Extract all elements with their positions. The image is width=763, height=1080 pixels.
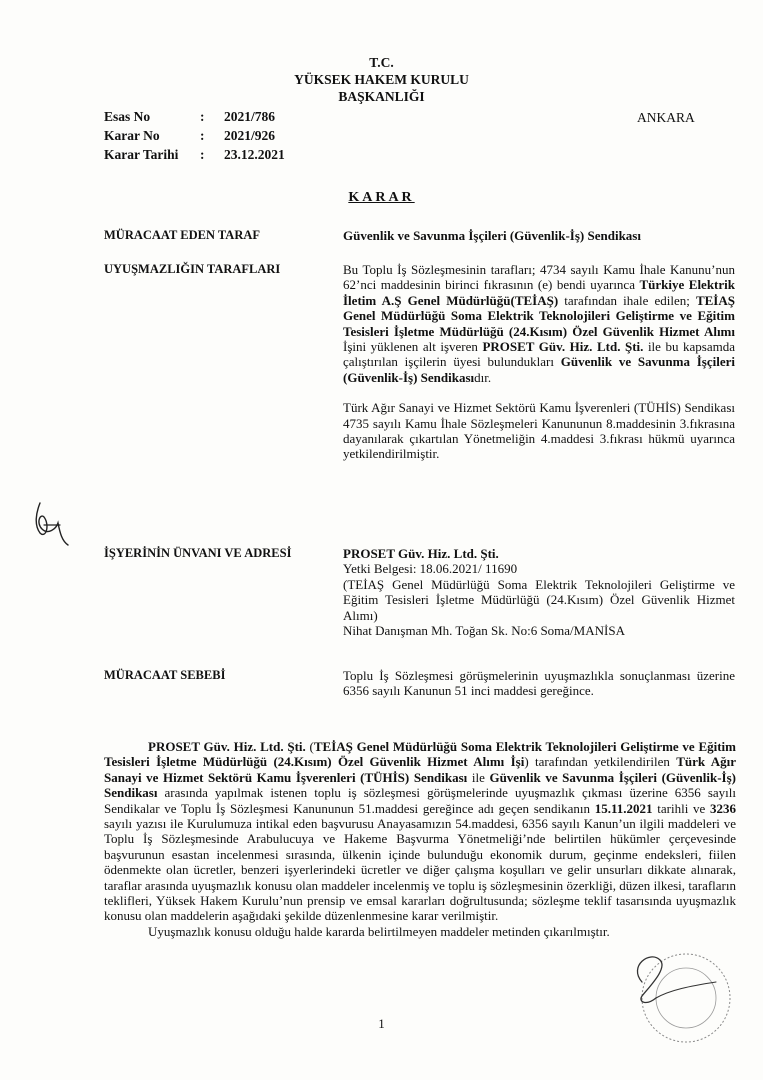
body-bold-3: Türk Ağır Sanayi ve Hizmet Sektörü Kamu İşverenleri (TÜHİS) Sendikası [104, 754, 736, 785]
body-bold-1: PROSET Güv. Hiz. Ltd. Şti. [148, 739, 306, 754]
body-text-3: ile [467, 769, 490, 785]
workplace-name: PROSET Güv. Hiz. Ltd. Şti. [343, 546, 499, 561]
parties-paragraph-2: Türk Ağır Sanayi ve Hizmet Sektörü Kamu İşverenleri (TÜHİS) Sendikası 4735 sayılı Kamu İhale Sözleşmeleri Kanununun 8.maddesinin 3.fıkrasına dayanılarak çıkartılan Yönetmeliğin 4.maddesi 3.fıkrası hükmü uyarınca yetkilendirilmiştir. [343, 400, 735, 462]
case-meta [104, 107, 285, 164]
applicant-value: Güvenlik ve Savunma İşçileri (Güvenlik-İş) Sendikası [343, 228, 641, 243]
tarih-colon: : [200, 147, 205, 162]
signature-mark [30, 495, 74, 555]
page-number: 1 [378, 1016, 385, 1031]
header-tc: T.C. [369, 55, 394, 70]
body-bold-2: TEİAŞ Genel Müdürlüğü Soma Elektrik Teknolojileri Geliştirme ve Eğitim Tesisleri İşletme Müdürlüğü (24.Kısım) Özel Güvenlik Hizmet Alımı İşi [104, 739, 736, 770]
decision-title: KARAR [348, 190, 415, 205]
city: ANKARA [637, 110, 695, 125]
header-presidency: BAŞKANLIĞI [338, 89, 425, 104]
parties-text-1: Bu Toplu İş Sözleşmesinin tarafları; 4734 sayılı Kamu İhale Kanunu’nun 62’nci maddesinin birinci fıkrasının (e) bendi uyarınca [343, 262, 735, 293]
parties-label: UYUŞMAZLIĞIN TARAFLARI [104, 262, 281, 276]
esas-colon: : [200, 109, 205, 124]
decision-body [104, 739, 736, 939]
body-text-4: arasında yapılmak istenen toplu iş sözleşmesi görüşmelerinde uyuşmazlık çıkması üzerine 6356 sayılı Sendikalar ve Toplu İş Sözleşmesi Kanununun 51.maddesi gereğince adı geçen sendikanın [104, 785, 736, 816]
tarih-value: 23.12.2021 [224, 147, 285, 162]
workplace-detail: (TEİAŞ Genel Müdürlüğü Soma Elektrik Teknolojileri Geliştirme ve Eğitim Tesisleri İşletme Müdürlüğü (24.Kısım) Özel Güvenlik Hizmet Alımı) [343, 576, 735, 623]
body-paragraph-1 [104, 739, 736, 924]
workplace-text [343, 546, 735, 638]
workplace-address: Nihat Danışman Mh. Toğan Sk. No:6 Soma/MANİSA [343, 623, 625, 639]
body-paragraph-2: Uyuşmazlık konusu olduğu halde kararda belirtilmeyen maddeler metinden çıkarılmıştır. [148, 923, 610, 939]
paragraph-gap [343, 385, 735, 400]
workplace-authority: Yetki Belgesi: 18.06.2021/ 11690 [343, 561, 518, 577]
parties-bold-4: Güvenlik ve Savunma İşçileri (Güvenlik-İş) Sendikası [343, 354, 735, 385]
official-seal [620, 946, 740, 1046]
tarih-row [104, 145, 285, 164]
parties-paragraph-1 [343, 262, 735, 385]
body-text-6: sayılı yazısı ile Kurulumuza intikal eden başvurusu Anayasamızın 54.maddesi, 6356 sayılı Kanun’un ilgili maddeleri ve Toplu İş Sözleşmesinde Arabulucuya ve Hakeme Başvurma Yönetmeliği’nde belirtilen hükümler çerçevesinde başvurunun esastan incelenmesi sırasında, ülkenin içinde bulunduğu ekonomik durum, geçinme endeksleri, fiilen ödenmekte olan ücretler, benzeri işyerlerindeki ücretler ve diğer çalışma koşulları ve gelir unsurları dikkate alınarak, taraflar arasında uyuşmazlık konusu olan maddeler incelenmiş ve toplu iş sözleşmesinin özerkliği, düzen ilkesi, tarafların teklifleri, Yüksek Hakem Kurulu’nun prensip ve emsal kararları doğrultusunda; sözleşme teklif tasarısında uyuşmazlık konusu olan maddelerin aşağıdaki şekilde düzenlenmesine karar verilmiştir. [104, 816, 736, 924]
body-bold-5: 15.11.2021 [594, 800, 653, 816]
parties-text-5: dır. [474, 369, 492, 385]
reason-text: Toplu İş Sözleşmesi görüşmelerinin uyuşmazlıkla sonuçlanması üzerine 6356 sayılı Kanunun 51 inci maddesi gereğince. [343, 668, 735, 699]
body-bold-6: 3236 [710, 800, 736, 816]
esas-row [104, 107, 285, 126]
body-text-1: ( [305, 739, 314, 754]
parties-bold-1: Türkiye Elektrik İletim A.Ş Genel Müdürlüğü(TEİAŞ) [343, 277, 735, 308]
parties-text-2: tarafından ihale edilen; [558, 292, 696, 308]
header-institution: YÜKSEK HAKEM KURULU [294, 72, 469, 87]
karar-row [104, 126, 285, 145]
parties-text-3: İşini yüklenen alt işveren [343, 339, 483, 355]
parties-bold-3: PROSET Güv. Hiz. Ltd. Şti. [482, 339, 644, 355]
karar-key: Karar No [104, 128, 160, 143]
workplace-label: İŞYERİNİN ÜNVANI VE ADRESİ [104, 546, 292, 560]
body-text-2: ) tarafından yetkilendirilen [524, 754, 677, 770]
body-text-5: tarihli ve [652, 800, 710, 816]
karar-colon: : [200, 128, 205, 143]
parties-text [343, 262, 735, 462]
tarih-key: Karar Tarihi [104, 147, 179, 162]
body-bold-4: Güvenlik ve Savunma İşçileri (Güvenlik-İş) Sendikası [104, 769, 737, 801]
esas-key: Esas No [104, 109, 151, 124]
reason-label: MÜRACAAT SEBEBİ [104, 668, 226, 682]
esas-value: 2021/786 [224, 109, 276, 124]
parties-bold-2: TEİAŞ Genel Müdürlüğü Soma Elektrik Teknolojileri Geliştirme ve Eğitim Tesisleri İşletme Müdürlüğü (24.Kısım) Özel Güvenlik Hizmet Alımı [343, 292, 735, 339]
parties-text-4: ile bu kapsamda çalıştırılan işçilerin üyesi bulundukları [343, 339, 735, 370]
karar-value: 2021/926 [224, 128, 276, 143]
applicant-label: MÜRACAAT EDEN TARAF [104, 228, 261, 242]
